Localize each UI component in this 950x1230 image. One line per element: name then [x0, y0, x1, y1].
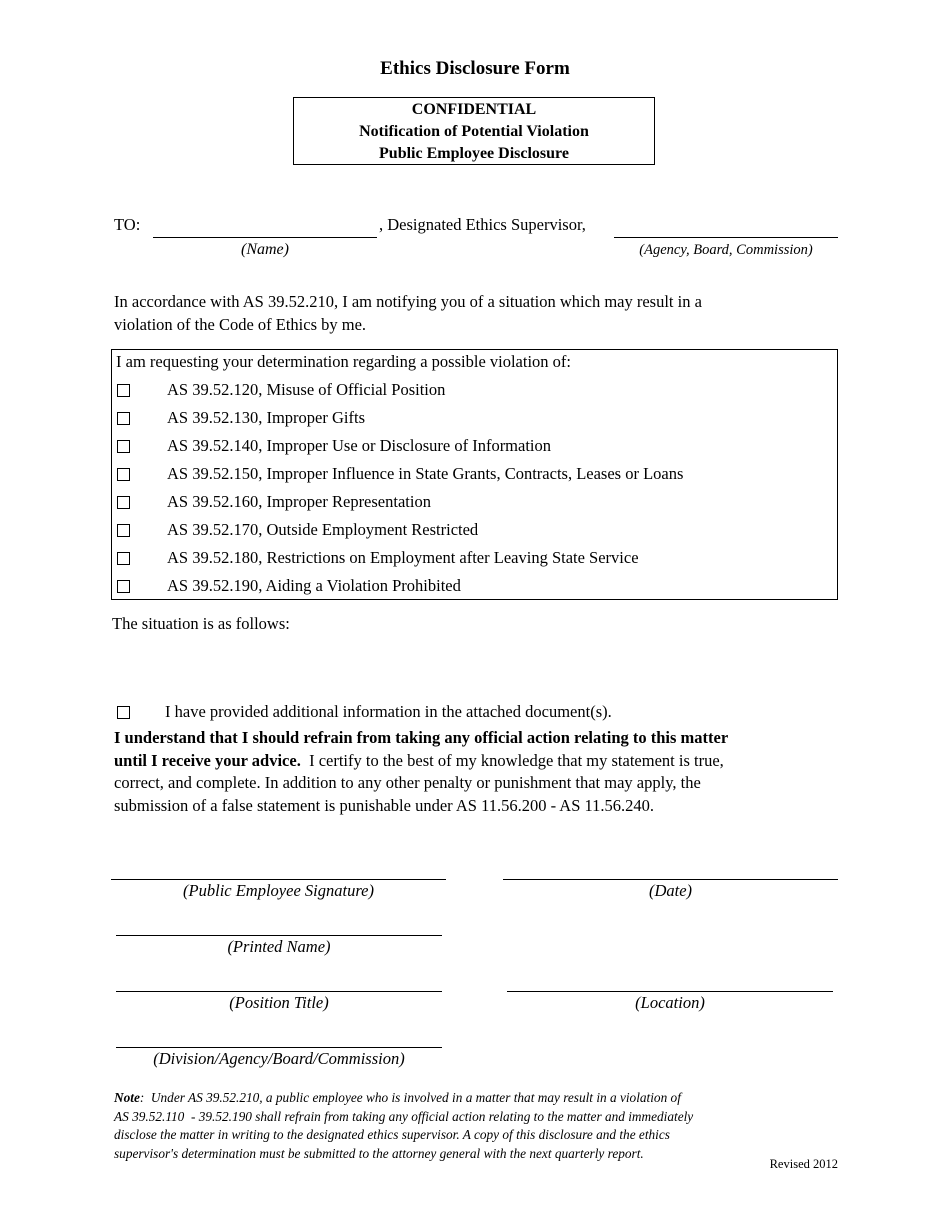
checkbox-additional-info[interactable] — [117, 706, 130, 719]
request-heading: I am requesting your determination regarding a possible violation of: — [116, 352, 572, 371]
notification-label: Notification of Potential Violation — [359, 123, 589, 140]
date-field[interactable] — [503, 879, 838, 880]
designated-supervisor-label: , Designated Ethics Supervisor, — [379, 215, 586, 234]
note-label: Note — [114, 1090, 140, 1105]
confidential-header-box — [293, 97, 655, 165]
violation-option-label: AS 39.52.120, Misuse of Official Position — [167, 380, 446, 399]
certification-line: submission of a false statement is punishable under AS 11.56.200 - AS 11.56.240. — [114, 795, 655, 815]
certification-bold-line: I understand that I should refrain from taking any official action relating to this matter — [114, 728, 729, 747]
violation-option-label: AS 39.52.180, Restrictions on Employment after Leaving State Service — [167, 548, 639, 567]
checkbox-improper-gifts[interactable] — [117, 412, 130, 425]
note-paragraph — [114, 1089, 814, 1163]
form-title: Ethics Disclosure Form — [380, 58, 570, 79]
certification-paragraph — [114, 727, 834, 817]
violation-option-label: AS 39.52.130, Improper Gifts — [167, 408, 365, 427]
violation-option-label: AS 39.52.140, Improper Use or Disclosure of Information — [167, 436, 552, 455]
note-line: AS 39.52.110 - 39.52.190 shall refrain from taking any official action relating to the matter and immediately — [114, 1108, 694, 1124]
employee-signature-caption: (Public Employee Signature) — [183, 881, 374, 900]
date-caption: (Date) — [648, 881, 693, 900]
revised-label: Revised 2012 — [769, 1157, 838, 1171]
division-caption: (Division/Agency/Board/Commission) — [153, 1049, 405, 1068]
certification-line: correct, and complete. In addition to any other penalty or punishment that may apply, the — [114, 773, 701, 792]
printed-name-field[interactable] — [116, 935, 442, 936]
certification-text: I certify to the best of my knowledge that my statement is true, — [300, 750, 724, 770]
checkbox-misuse-official-position[interactable] — [117, 384, 130, 397]
certification-line — [114, 750, 834, 773]
intro-line: violation of the Code of Ethics by me. — [114, 314, 367, 334]
situation-label: The situation is as follows: — [112, 614, 290, 633]
intro-line: In accordance with AS 39.52.210, I am notifying you of a situation which may result in a — [114, 292, 702, 311]
location-caption: (Location) — [635, 993, 705, 1012]
violation-option-label: AS 39.52.170, Outside Employment Restricted — [167, 520, 479, 539]
checkbox-aiding-violation[interactable] — [117, 580, 130, 593]
checkbox-improper-representation[interactable] — [117, 496, 130, 509]
note-line — [114, 1089, 814, 1108]
name-caption: (Name) — [241, 241, 289, 258]
to-label: TO: — [114, 215, 141, 234]
location-field[interactable] — [507, 991, 833, 992]
additional-info-label: I have provided additional information in the attached document(s). — [165, 702, 612, 721]
checkbox-employment-after-leaving[interactable] — [117, 552, 130, 565]
certification-bold-text: until I receive your advice. — [114, 750, 301, 770]
division-field[interactable] — [116, 1047, 442, 1048]
supervisor-name-field[interactable] — [153, 237, 377, 238]
position-title-caption: (Position Title) — [229, 993, 329, 1012]
confidential-label: CONFIDENTIAL — [411, 101, 537, 118]
position-title-field[interactable] — [116, 991, 442, 992]
violation-option-label: AS 39.52.160, Improper Representation — [167, 492, 431, 511]
disclosure-type-label: Public Employee Disclosure — [379, 145, 569, 162]
agency-caption: (Agency, Board, Commission) — [639, 242, 813, 258]
agency-field[interactable] — [614, 237, 838, 238]
note-text: : Under AS 39.52.210, a public employee who is involved in a matter that may result in a violation of — [139, 1090, 681, 1105]
employee-signature-field[interactable] — [111, 879, 446, 880]
checkbox-improper-use-information[interactable] — [117, 440, 130, 453]
intro-paragraph — [114, 291, 834, 336]
situation-text-area[interactable] — [112, 640, 838, 695]
note-line: supervisor's determination must be submitted to the attorney general with the next quarterly report. — [114, 1145, 644, 1161]
printed-name-caption: (Printed Name) — [227, 937, 331, 956]
note-line: disclose the matter in writing to the designated ethics supervisor. A copy of this disclosure and the ethics — [114, 1127, 670, 1142]
violation-option-label: AS 39.52.150, Improper Influence in State Grants, Contracts, Leases or Loans — [167, 464, 684, 483]
checkbox-improper-influence[interactable] — [117, 468, 130, 481]
checkbox-outside-employment[interactable] — [117, 524, 130, 537]
violation-option-label: AS 39.52.190, Aiding a Violation Prohibited — [167, 576, 461, 595]
